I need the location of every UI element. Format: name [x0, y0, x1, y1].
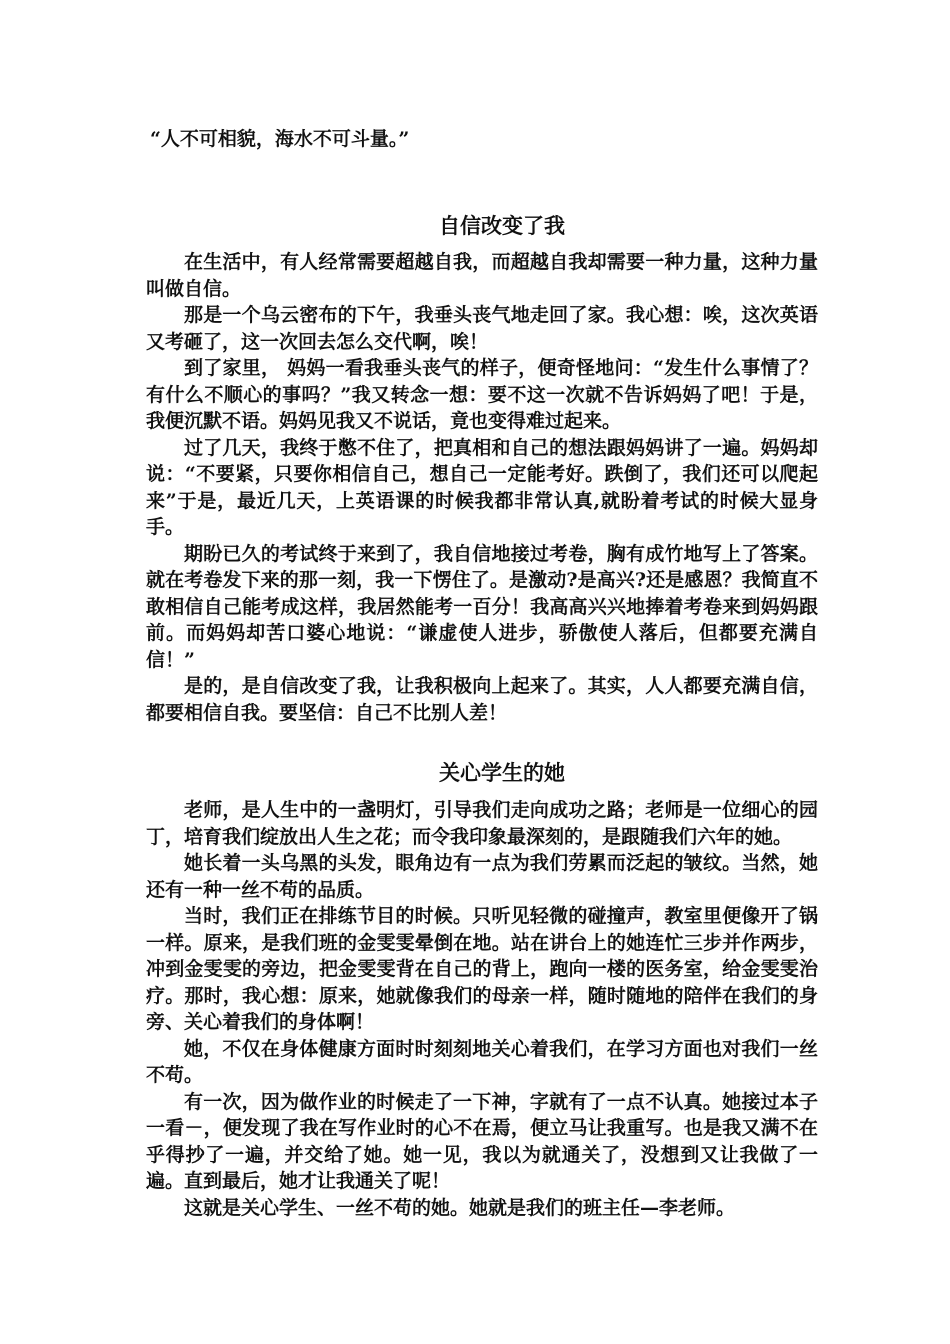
- essay-confidence: [146, 211, 818, 726]
- paragraph: 有一次，因为做作业的时候走了一下神，字就有了一点不认真。她接过本子一看－，便发现了我在写作业时的心不在焉，便立马让我重写。也是我又满不在乎得抄了一遍，并交给了她。她一见，我以为就通关了，没想到又让我做了一遍。直到最后，她才让我通关了呢！: [146, 1090, 818, 1192]
- paragraph: 期盼已久的考试终于来到了，我自信地接过考卷，胸有成竹地写上了答案。就在考卷发下来的那一刻，我一下愣住了。是激动?是高兴?还是感恩？我简直不敢相信自己能考成这样，我居然能考一百分！我高高兴兴地捧着考卷来到妈妈跟前。而妈妈却苦口婆心地说：“谦虚使人进步，骄傲使人落后，但都要充满自信！”: [146, 542, 818, 671]
- essay-title: 自信改变了我: [439, 213, 565, 238]
- paragraph: 在生活中，有人经常需要超越自我，而超越自我却需要一种力量，这种力量叫做自信。: [146, 251, 818, 300]
- paragraph: 那是一个乌云密布的下午，我垂头丧气地走回了家。我心想：唉，这次英语又考砸了，这一次回去怎么交代啊，唉！: [146, 304, 818, 353]
- essay-title: 关心学生的她: [439, 760, 565, 785]
- paragraph: 到了家里， 妈妈一看我垂头丧气的样子，便奇怪地问：“发生什么事情了？有什么不顺心的事吗？”我又转念一想：要不这一次就不告诉妈妈了吧！于是，我便沉默不语。妈妈见我又不说话，竟也变得难过起来。: [146, 357, 818, 432]
- paragraph: 她，不仅在身体健康方面时时刻刻地关心着我们，在学习方面也对我们一丝不苟。: [146, 1037, 818, 1086]
- essay-teacher: [146, 758, 818, 1221]
- paragraph: 过了几天，我终于憋不住了，把真相和自己的想法跟妈妈讲了一遍。妈妈却说：“不要紧，只要你相信自己，想自己一定能考好。跌倒了，我们还可以爬起来”于是，最近几天，上英语课的时候我都非常认真,就盼着考试的时候大显身手。: [146, 436, 818, 538]
- paragraph: 她长着一头乌黑的头发，眼角边有一点为我们劳累而泛起的皱纹。当然，她还有一种一丝不苟的品质。: [146, 852, 818, 901]
- paragraph: 老师，是人生中的一盏明灯，引导我们走向成功之路；老师是一位细心的园丁，培育我们绽放出人生之花；而令我印象最深刻的，是跟随我们六年的她。: [146, 799, 818, 848]
- opening-quote: “人不可相貌，海水不可斗量。”: [150, 128, 410, 150]
- paragraph: 当时，我们正在排练节目的时候。只听见轻微的碰撞声，教室里便像开了锅一样。原来，是我们班的金雯雯晕倒在地。站在讲台上的她连忙三步并作两步，冲到金雯雯的旁边，把金雯雯背在自己的背上，跑向一楼的医务室，给金雯雯治疗。那时，我心想：原来，她就像我们的母亲一样，随时随地的陪伴在我们的身旁、关心着我们的身体啊！: [146, 905, 818, 1033]
- paragraph: 是的，是自信改变了我，让我积极向上起来了。其实，人人都要充满自信，都要相信自我。要坚信：自己不比别人差！: [146, 675, 818, 724]
- paragraph: 这就是关心学生、一丝不苟的她。她就是我们的班主任—李老师。: [184, 1196, 736, 1219]
